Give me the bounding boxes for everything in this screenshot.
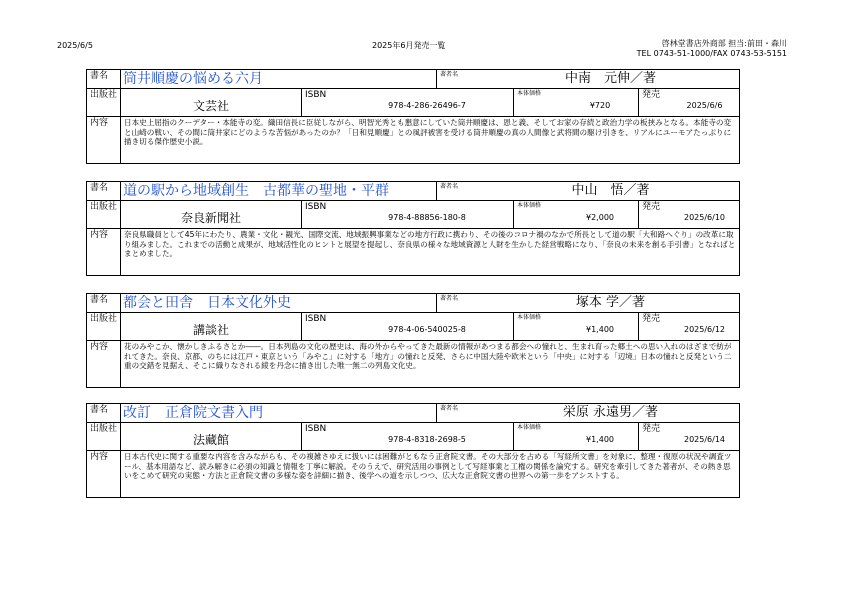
book-publisher: 文芸社 — [120, 89, 301, 117]
book-isbn: 978-4-06-540025-8 — [341, 313, 513, 341]
release-label: 発売 — [638, 423, 669, 451]
content-label: 内容 — [90, 342, 109, 352]
publisher-label: 出版社 — [87, 313, 120, 341]
price-label: 本体価格 — [513, 89, 562, 117]
book-publisher: 法藏館 — [120, 423, 301, 451]
price-label: 本体価格 — [513, 313, 562, 341]
isbn-label: ISBN — [301, 201, 341, 229]
author-label: 著者名 — [436, 70, 481, 89]
book-description: 日本古代史に関する重要な内容を含みながらも、その複雑さゆえに扱いには困難がともなう正倉院文書。その大部分を占める「写経所文書」を対象に、整理・復原の状況や調査ツール、基本用語など、読み解きに必須の知識と情報を丁寧に解説。そのうえで、研究活用の事例として写経事業と工権の関係を論究する。研究を牽引してきた著者が、その熱き思いをこめて研究の実態・方法と正倉院文書の多様な姿を詳細に描き、後学への道を示しつつ、広大な正倉院文書の世界への第一歩をアシストする。 — [120, 451, 740, 497]
title-label: 書名 — [87, 182, 120, 201]
book-entry — [86, 293, 740, 388]
isbn-label: ISBN — [301, 89, 341, 117]
book-publisher: 奈良新聞社 — [120, 201, 301, 229]
book-price: ¥1,400 — [562, 423, 638, 451]
store-phone-fax: TEL 0743-51-1000/FAX 0743-53-5151 — [636, 49, 787, 58]
title-label: 書名 — [87, 404, 120, 423]
publisher-info — [637, 39, 787, 59]
release-label: 発売 — [638, 89, 669, 117]
page-title: 2025年6月発売一覧 — [372, 41, 446, 50]
book-release-date: 2025/6/14 — [669, 423, 740, 451]
isbn-label: ISBN — [301, 313, 341, 341]
book-author: 中南 元伸／著 — [481, 70, 740, 89]
book-entry — [86, 69, 740, 164]
book-title: 筒井順慶の悩める六月 — [120, 70, 436, 89]
book-author: 中山 悟／著 — [481, 182, 740, 201]
isbn-label: ISBN — [301, 423, 341, 451]
book-author: 栄原 永遠男／著 — [481, 404, 740, 423]
book-description: 花のみやこか、懐かしきふるさとか――。日本列島の文化の歴史は、海の外からやってきた最新の情報があつまる都会への憧れと、生まれ育った郷土への思い入れのはざまで紡がれてきた。奈良、京都、のちには江戸・東京という「みやこ」に対する「地方」の憧れと反発、さらに中国大陸や欧米という「中央」に対する「辺境」日本の憧れと反発という二重の交錯を見据え、そこに織りなされる綾を丹念に描き出した唯一無二の列島文化史。 — [120, 341, 740, 387]
book-isbn: 978-4-8318-2698-5 — [341, 423, 513, 451]
book-release-date: 2025/6/6 — [669, 89, 740, 117]
book-description: 奈良県職員として45年にわたり、農業・文化・観光、国際交流、地域振興事業などの地方行政に携わり、その後のコロナ禍のなかで所長として道の駅「大和路へぐり」の改革に取り組みました。これまでの活動と成果が、地域活性化のヒントと展望を提起し、奈良県の様々な地域資源と人財を生かした経営戦略になり、「奈良の未来を創る手引書」となればとまとめました。 — [120, 229, 740, 275]
book-entry — [86, 181, 740, 276]
book-price: ¥720 — [562, 89, 638, 117]
book-description: 日本史上屈指のクーデター・本能寺の変。織田信長に臣従しながら、明智光秀とも懇意にしていた筒井順慶は、恩と義、そしてお家の存続と政治力学の板挟みとなる。本能寺の変と山崎の戦い、その間に筒井家にどのような苦悩があったのか？「日和見順慶」との風評被害を受ける筒井順慶の真の人間像と武将間の駆け引きを、リアルにユーモアたっぷりに描き切る傑作歴史小説。 — [120, 117, 740, 163]
book-title: 道の駅から地域創生 古都華の聖地・平群 — [120, 182, 436, 201]
book-isbn: 978-4-286-26496-7 — [341, 89, 513, 117]
publisher-label: 出版社 — [87, 89, 120, 117]
book-entry — [86, 403, 740, 498]
book-price: ¥1,400 — [562, 313, 638, 341]
price-label: 本体価格 — [513, 423, 562, 451]
release-label: 発売 — [638, 201, 669, 229]
book-title: 都会と田舎 日本文化外史 — [120, 294, 436, 313]
book-title: 改訂 正倉院文書入門 — [120, 404, 436, 423]
book-release-date: 2025/6/12 — [669, 313, 740, 341]
author-label: 著者名 — [436, 182, 481, 201]
store-contact-person: 啓林堂書店外商部 担当:前田・森川 — [661, 39, 787, 48]
author-label: 著者名 — [436, 294, 481, 313]
book-release-date: 2025/6/10 — [669, 201, 740, 229]
content-label: 内容 — [90, 230, 109, 240]
publisher-label: 出版社 — [87, 201, 120, 229]
price-label: 本体価格 — [513, 201, 562, 229]
release-label: 発売 — [638, 313, 669, 341]
content-label: 内容 — [90, 118, 109, 128]
book-price: ¥2,000 — [562, 201, 638, 229]
list-date: 2025/6/5 — [57, 41, 93, 50]
book-isbn: 978-4-88856-180-8 — [341, 201, 513, 229]
content-label: 内容 — [90, 452, 109, 462]
publisher-label: 出版社 — [87, 423, 120, 451]
title-label: 書名 — [87, 294, 120, 313]
book-publisher: 講談社 — [120, 313, 301, 341]
title-label: 書名 — [87, 70, 120, 89]
author-label: 著者名 — [436, 404, 481, 423]
book-author: 塚本 学／著 — [481, 294, 740, 313]
